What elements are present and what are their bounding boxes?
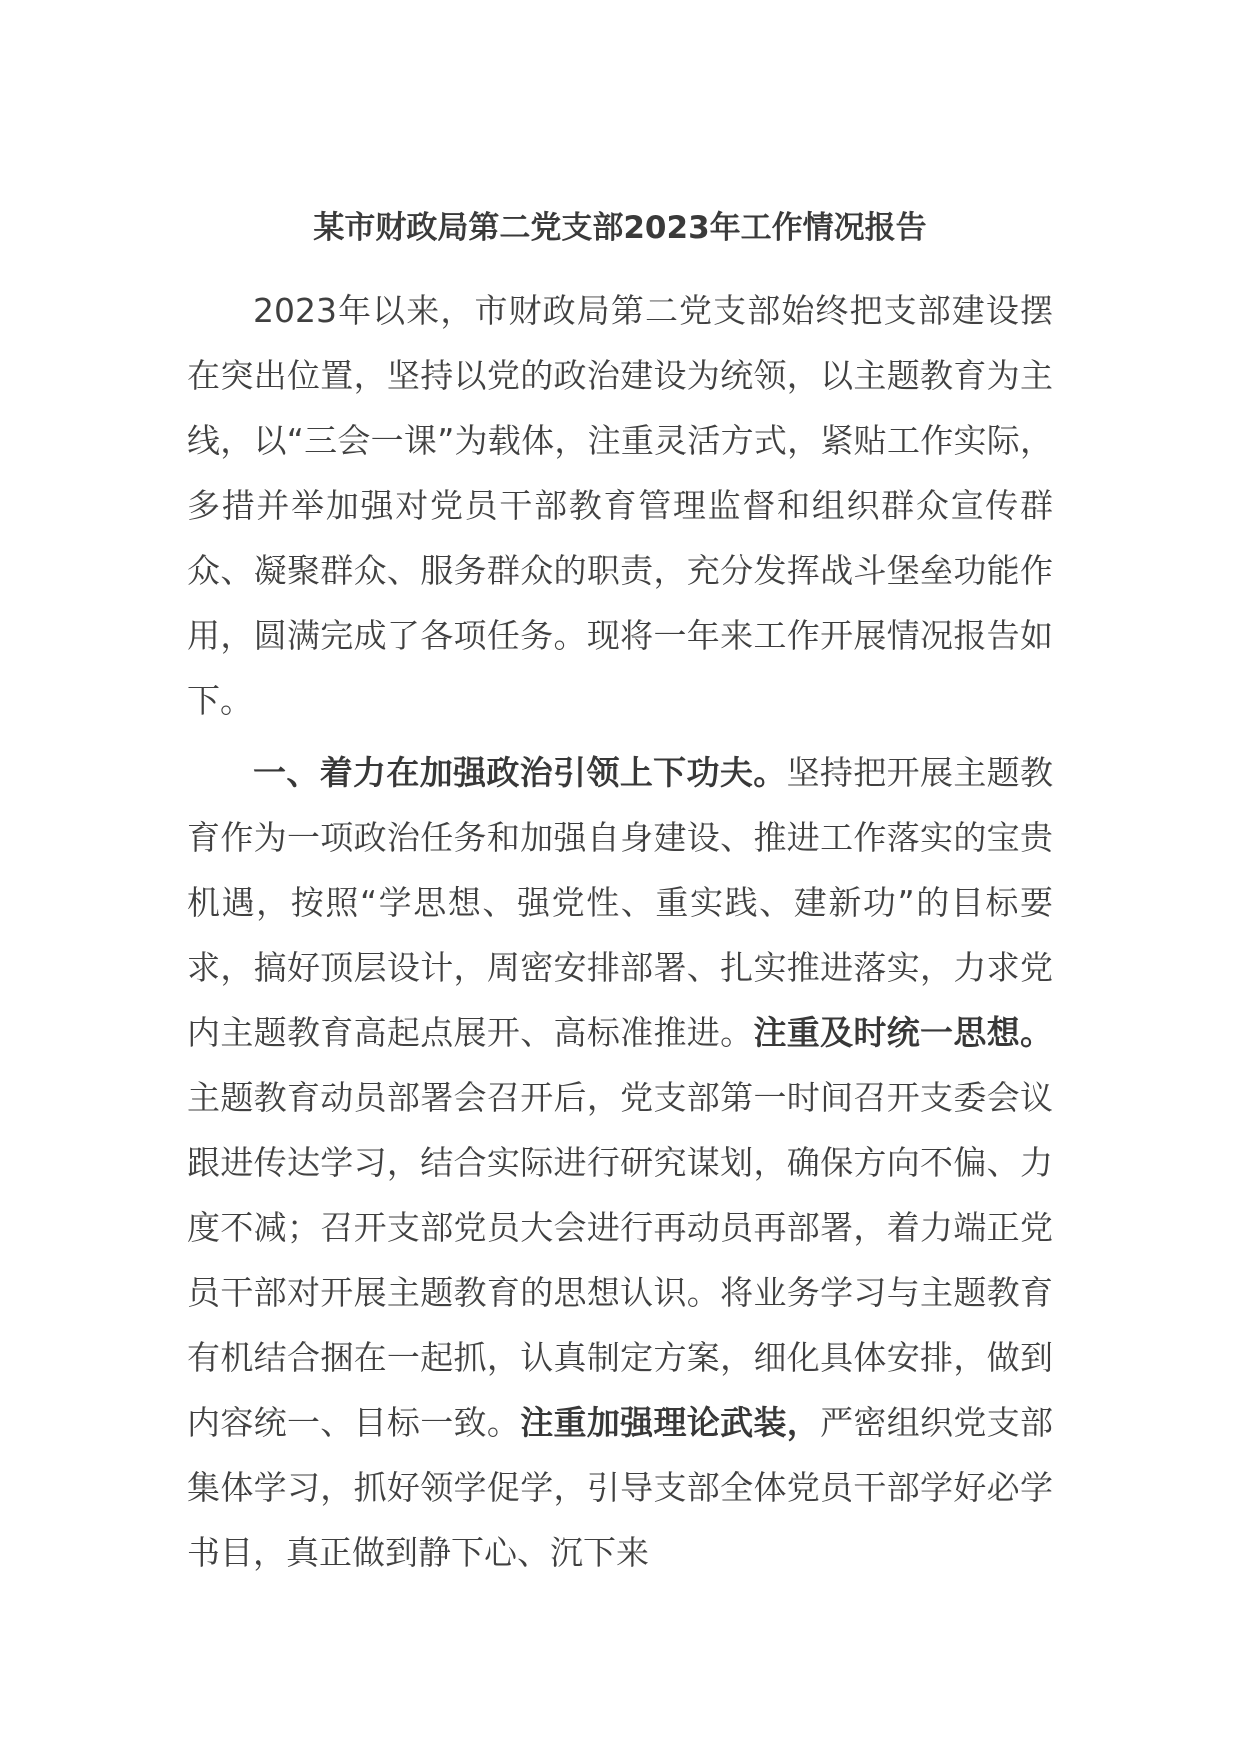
- section-text-3: 严密组织党支部集体学习，抓好领学促学，引导支部全体党员干部学好必学书目，真正做到静下心、沉下来: [187, 1403, 1054, 1572]
- paragraph-section-one: [187, 740, 1053, 1585]
- section-text-1: 坚持把开展主题教育作为一项政治任务和加强自身建设、推进工作落实的宝贵机遇，按照“学思想、强党性、重实践、建新功”的目标要求，搞好顶层设计，周密安排部署、扎实推进落实，力求党内主题教育高起点展开、高标准推进。: [187, 753, 1054, 1052]
- section-heading: 一、着力在加强政治引领上下功夫。: [253, 753, 787, 792]
- subheading-unify-thinking: 注重及时统一思想。: [753, 1013, 1054, 1052]
- document-title: 某市财政局第二党支部2023年工作情况报告: [313, 210, 927, 246]
- subheading-theory-arming: 注重加强理论武装，: [520, 1403, 821, 1442]
- paragraph-intro-text: 2023年以来，市财政局第二党支部始终把支部建设摆在突出位置，坚持以党的政治建设为统领，以主题教育为主线，以“三会一课”为载体，注重灵活方式，紧贴工作实际，多措并举加强对党员干部教育管理监督和组织群众宣传群众、凝聚群众、服务群众的职责，充分发挥战斗堡垒功能作用，圆满完成了各项任务。现将一年来工作开展情况报告如下。: [187, 291, 1053, 720]
- section-text-2: 主题教育动员部署会召开后，党支部第一时间召开支委会议跟进传达学习，结合实际进行研究谋划，确保方向不偏、力度不减；召开支部党员大会进行再动员再部署，着力端正党员干部对开展主题教育的思想认识。将业务学习与主题教育有机结合捆在一起抓，认真制定方案，细化具体安排，做到内容统一、目标一致。: [187, 1078, 1053, 1442]
- paragraph-intro: [187, 278, 1053, 733]
